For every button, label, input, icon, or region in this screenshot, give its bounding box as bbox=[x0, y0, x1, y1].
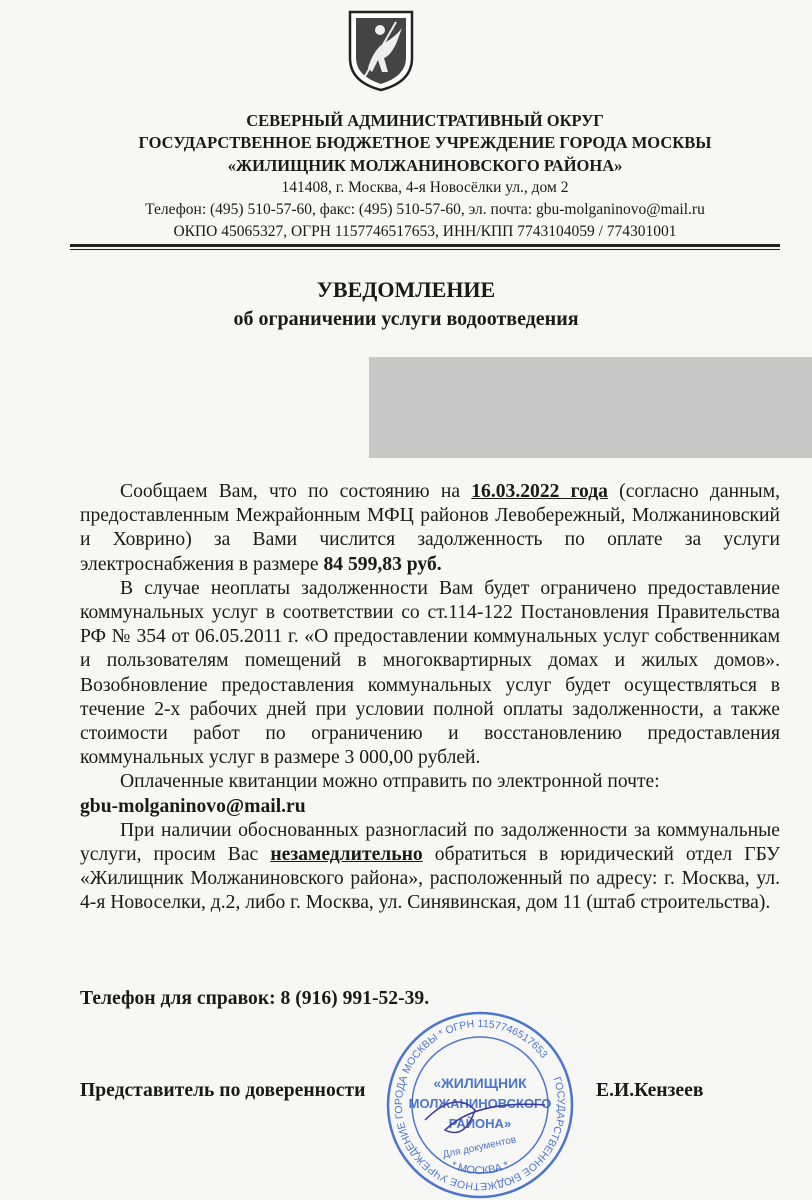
stamp-bottom-text: * МОСКВА * bbox=[449, 1159, 511, 1178]
paragraph-restriction: В случае неоплаты задолженности Вам будет ограничено предоставление коммунальных услуг в соответствии со ст.114-122 Постановления Правительства РФ № 354 от 06.05.2011 г. «О предоставлении коммунальных услуг собственникам и пользователям помещений в многоквартирных домах и жилых домов». Возобновление предоставления коммунальных услуг будет осуществляться в течение 2-х рабочих дней при условии полной оплаты задолженности, а также стоимости работ по ограничению и восстановлению предоставления коммунальных услуг в размере 3 000,00 рублей. bbox=[80, 577, 780, 769]
contact-email: gbu-molganinovo@mail.ru bbox=[80, 795, 306, 817]
signatory-name: Е.И.Кензеев bbox=[596, 1080, 704, 1101]
document-subtitle: об ограничении услуги водоотведения bbox=[233, 308, 579, 330]
paragraph-debt bbox=[80, 480, 780, 577]
stamp-center-1: «ЖИЛИЩНИК bbox=[433, 1075, 527, 1091]
organization-name: «ЖИЛИЩНИК МОЛЖАНИНОВСКОГО РАЙОНА» bbox=[227, 156, 623, 175]
text: обратиться в юридический отдел ГБУ «Жилищник Молжаниновского района», расположенный по адресу: г. Москва, ул. 4-я Новоселки, д.2, либо г. Москва, ул. Синявинская, дом 11 (штаб строительства). bbox=[80, 844, 781, 914]
text: При наличии обоснованных разногласий по задолженности за коммунальные услуги, просим Вас bbox=[80, 819, 780, 866]
document-title: УВЕДОМЛЕНИЕ bbox=[316, 277, 496, 302]
text: (согласно данным, предоставленным Межрайонным МФЦ районов Левобережный, Молжаниновский и Ховрино) за Вами числится задолженность по оплате за услуги электроснабжения в размере bbox=[80, 481, 781, 575]
organization-type: ГОСУДАРСТВЕННОЕ БЮДЖЕТНОЕ УЧРЕЖДЕНИЕ ГОРОДА МОСКВЫ bbox=[138, 133, 712, 152]
debt-amount: 84 599,83 руб. bbox=[323, 553, 442, 575]
organization-codes: ОКПО 45065327, ОГРН 1157746517653, ИНН/КПП 7743104059 / 774301001 bbox=[173, 223, 677, 240]
notice-body bbox=[80, 480, 780, 916]
urgent-word: незамедлительно bbox=[270, 844, 423, 866]
debt-date: 16.03.2022 года bbox=[471, 481, 608, 502]
paragraph-disputes bbox=[80, 819, 780, 916]
stamp-center-2: МОЛЖАНИНОВСКОГО bbox=[408, 1096, 552, 1111]
stamp-center-3: РАЙОНА» bbox=[448, 1116, 512, 1131]
organization-contacts: Телефон: (495) 510-57-60, факс: (495) 510-57-60, эл. почта: gbu-molganinovo@mail.ru bbox=[145, 201, 705, 218]
district-name: СЕВЕРНЫЙ АДМИНИСТРАТИВНЫЙ ОКРУГ bbox=[246, 111, 604, 130]
header-divider-thin bbox=[70, 249, 780, 250]
stamp-ring-text: ГОСУДАРСТВЕННОЕ БЮДЖЕТНОЕ УЧРЕЖДЕНИЕ ГОРОДА МОСКВЫ * ОГРН 1157746517653 bbox=[392, 1017, 568, 1193]
signatory-role: Представитель по доверенности bbox=[80, 1080, 366, 1101]
organization-address: 141408, г. Москва, 4-я Новосёлки ул., дом 2 bbox=[281, 179, 569, 196]
redacted-recipient-block bbox=[369, 357, 812, 458]
text: Сообщаем Вам, что по состоянию на bbox=[120, 481, 472, 502]
svg-text:* МОСКВА * bbox=[449, 1159, 511, 1177]
organization-stamp bbox=[385, 1010, 575, 1200]
header-divider bbox=[70, 244, 780, 247]
coat-of-arms-icon bbox=[346, 8, 416, 92]
paragraph-receipts: Оплаченные квитанции можно отправить по электронной почте: bbox=[120, 771, 660, 793]
stamp-purpose: Для документов bbox=[441, 1134, 518, 1161]
inquiry-phone: Телефон для справок: 8 (916) 991-52-39. bbox=[80, 988, 430, 1009]
